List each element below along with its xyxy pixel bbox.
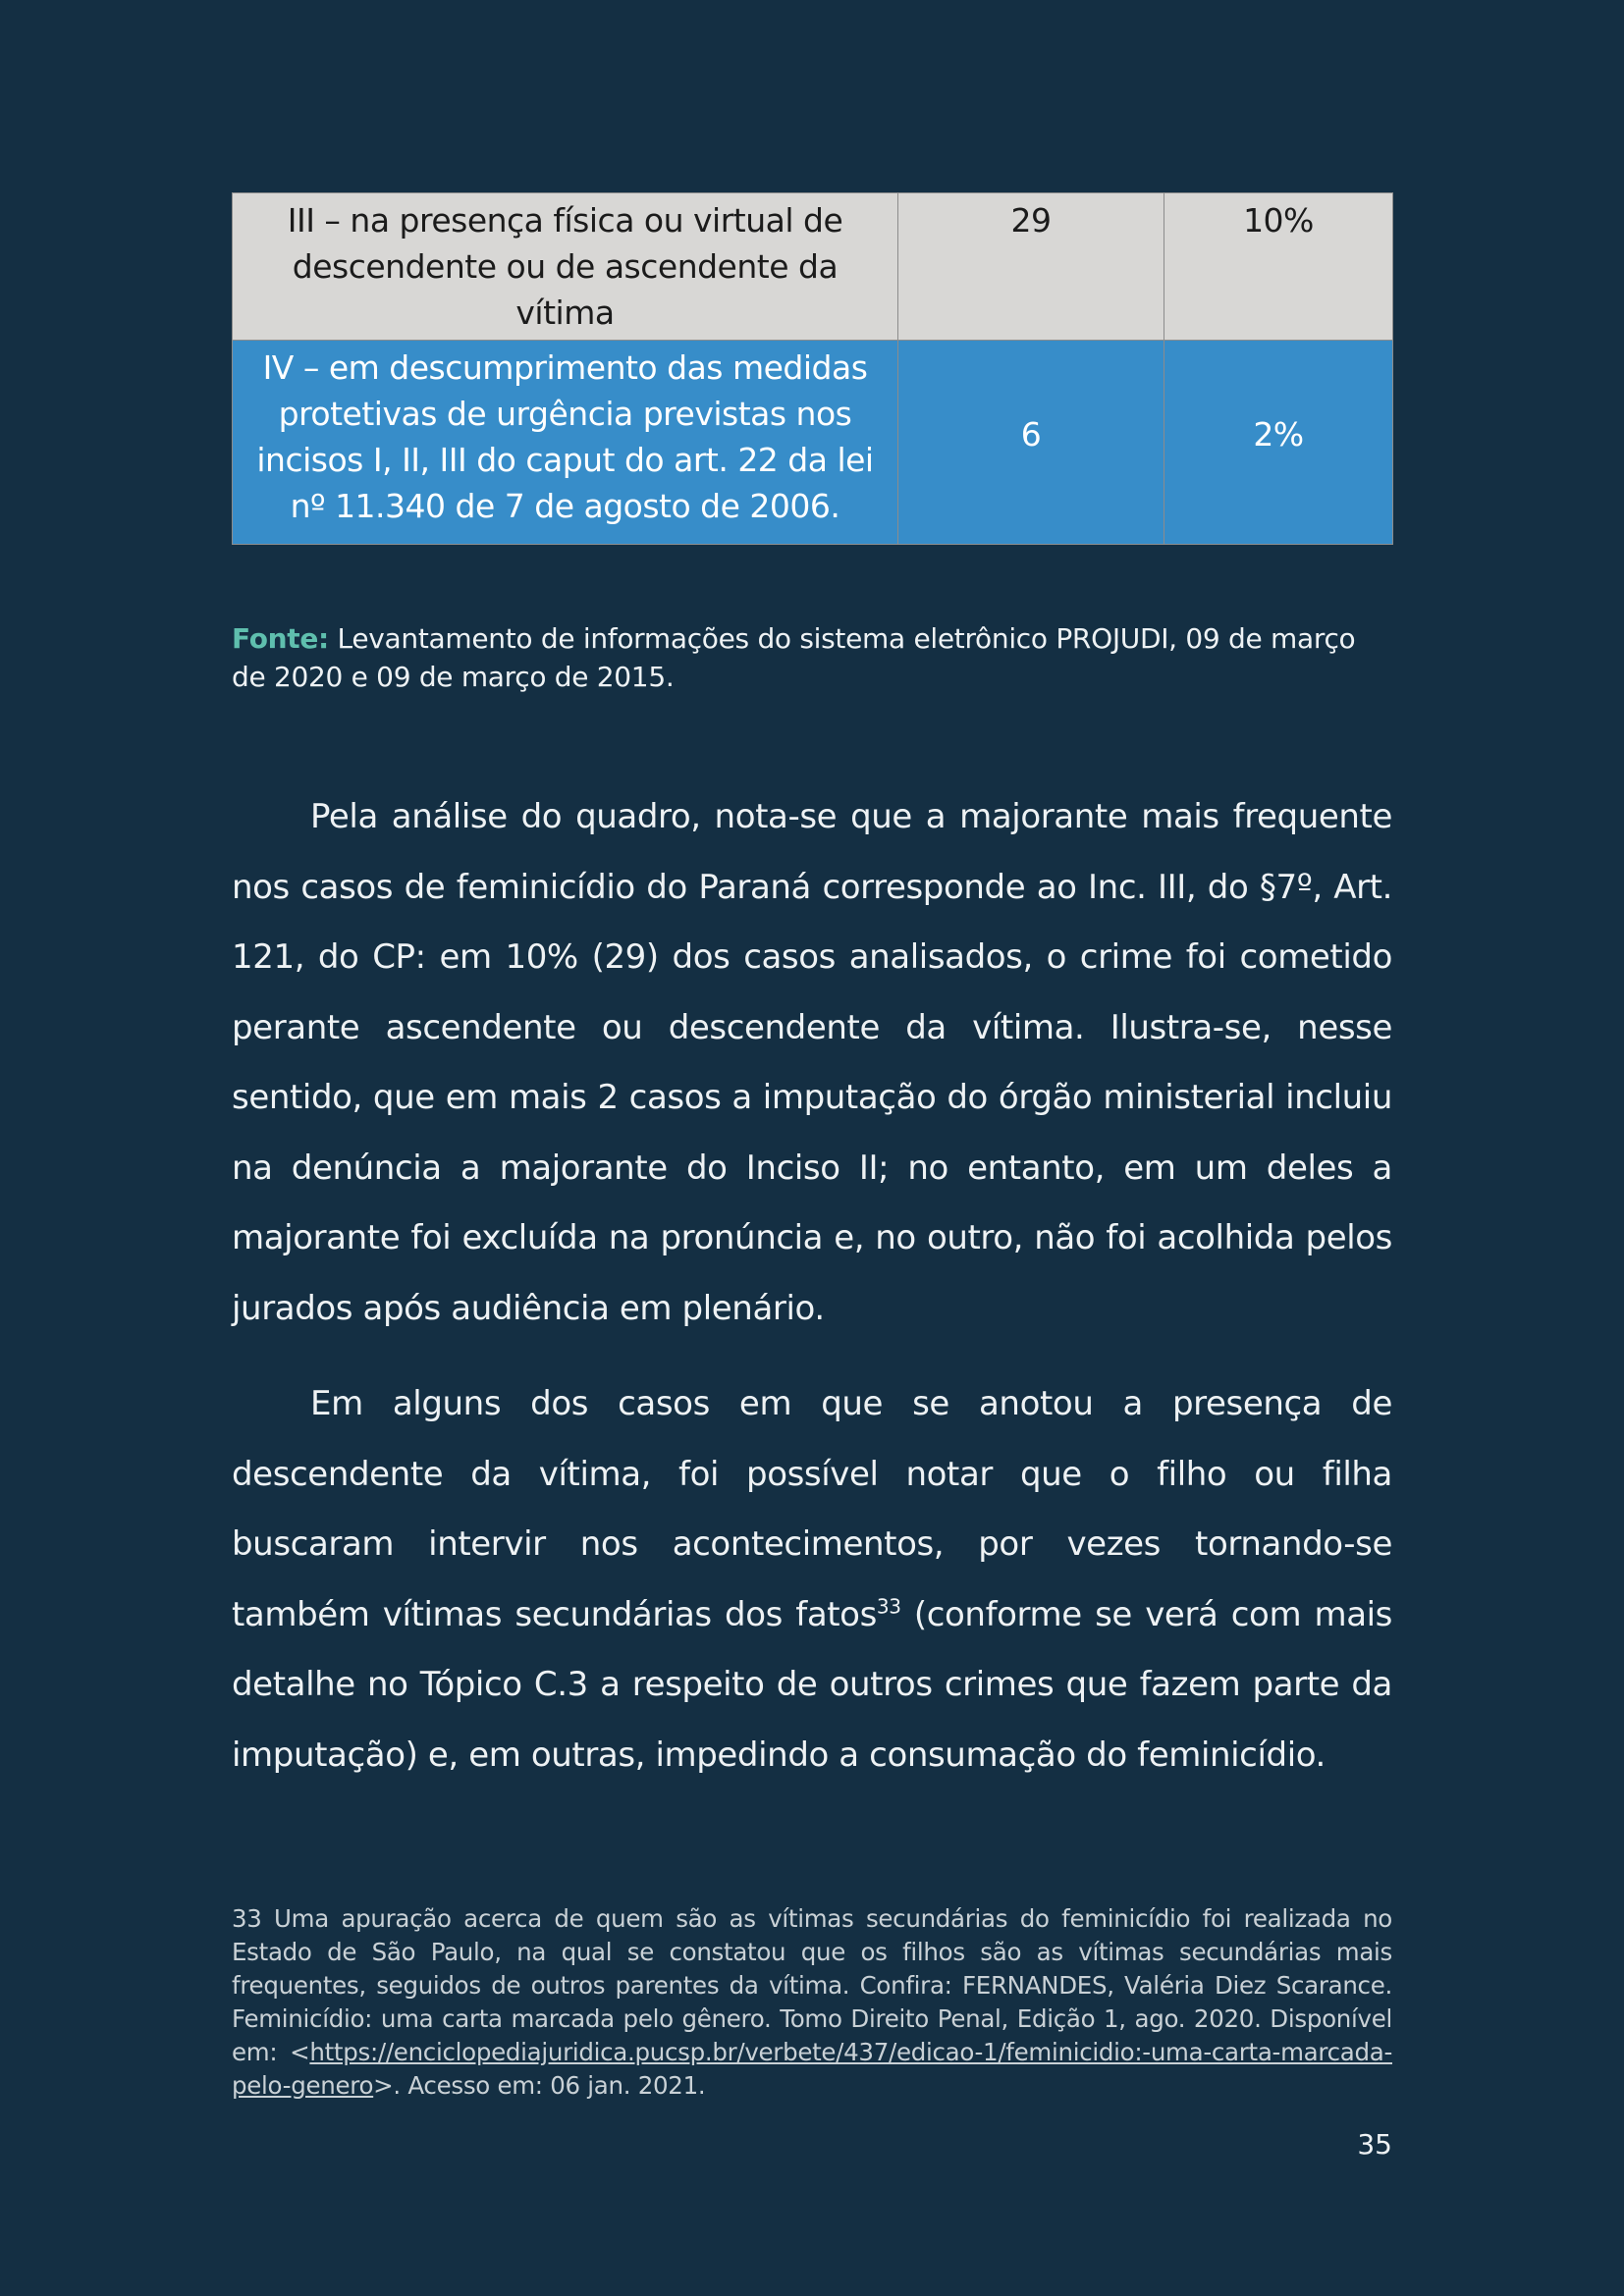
table-row [233, 193, 1393, 341]
table-cell-count: 29 [898, 193, 1164, 341]
page-content [232, 192, 1392, 1816]
table-source-note [232, 619, 1392, 696]
table-row [233, 341, 1393, 545]
body-text [232, 782, 1392, 1790]
paragraph-text: (conforme se verá com mais detalhe no Tópico C.3 a respeito de outros crimes que fazem parte da imputação) e, em outras, impedindo a consumação do feminicídio. [232, 1594, 1392, 1775]
majorantes-table [232, 192, 1393, 545]
source-label: Fonte: [232, 622, 329, 655]
table-cell-count: 6 [898, 341, 1164, 545]
footnote-reference[interactable]: 33 [876, 1594, 901, 1619]
page-number: 35 [1357, 2128, 1392, 2161]
table-cell-description: III – na presença física ou virtual de descendente ou de ascendente da vítima [233, 193, 898, 341]
footnote-text: 33 Uma apuração acerca de quem são as vítimas secundárias do feminicídio foi realizada no Estado de São Paulo, na qual se constatou que os filhos são as vítimas secundárias mais frequentes, seguidos de outros parentes da vítima. Confira: FERNANDES, Valéria Diez Scarance. Feminicídio: uma carta marcada pelo gênero. Tomo Direito Penal, Edição 1, ago. 2020. Disponível em: < [232, 1904, 1392, 2066]
footnote [232, 1902, 1392, 2103]
paragraph [232, 1369, 1392, 1790]
table-cell-percentage: 2% [1164, 341, 1393, 545]
table-cell-percentage: 10% [1164, 193, 1393, 341]
footnote-link[interactable]: https://enciclopediajuridica.pucsp.br/verbete/437/edicao-1/feminicidio:-uma-carta-marcada-pelo-genero [232, 2038, 1392, 2100]
paragraph: Pela análise do quadro, nota-se que a majorante mais frequente nos casos de feminicídio do Paraná corresponde ao Inc. III, do §7º, Art. 121, do CP: em 10% (29) dos casos analisados, o crime foi cometido perante ascendente ou descendente da vítima. Ilustra-se, nesse sentido, que em mais 2 casos a imputação do órgão ministerial incluiu na denúncia a majorante do Inciso II; no entanto, em um deles a majorante foi excluída na pronúncia e, no outro, não foi acolhida pelos jurados após audiência em plenário. [232, 797, 1392, 1328]
source-text: Levantamento de informações do sistema eletrônico PROJUDI, 09 de março de 2020 e 09 de março de 2015. [232, 622, 1356, 693]
table-cell-description: IV – em descumprimento das medidas protetivas de urgência previstas nos incisos I, II, III do caput do art. 22 da lei nº 11.340 de 7 de agosto de 2006. [233, 341, 898, 545]
footnote-text-end: >. Acesso em: 06 jan. 2021. [373, 2071, 706, 2100]
paragraph-text: Em alguns dos casos em que se anotou a presença de descendente da vítima, foi possível notar que o filho ou filha buscaram intervir nos acontecimentos, por vezes tornando-se também vítimas secundárias dos fatos [232, 1384, 1392, 1634]
